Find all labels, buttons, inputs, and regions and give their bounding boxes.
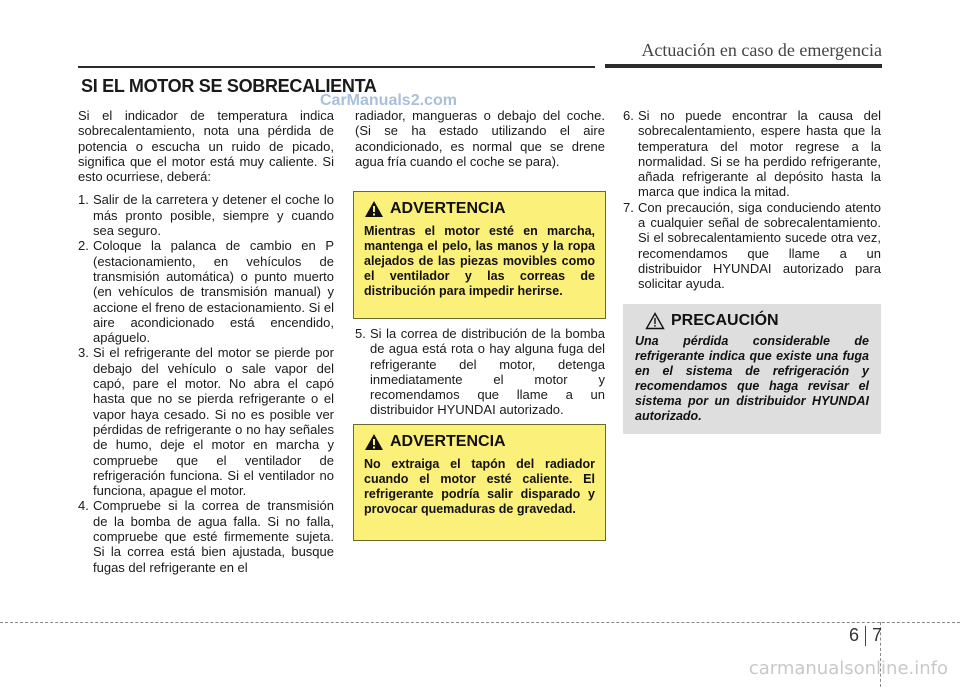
- steps-list-left: [78, 192, 334, 574]
- list-item: [78, 498, 334, 574]
- column-middle: [355, 108, 605, 177]
- step-text: Si el refrigerante del motor se pierde por debajo del vehículo o sale vapor del capó, pare el motor. No abra el capó hasta que no se pierda refrigerante o el vapor haya cesado. Si no es posible ver pérdidas de refrigerante o no hay señales de humo, deje el motor en marcha y compruebe que el ventilador de refrigeración funciona. Si el ventilador no funciona, apague el motor.: [93, 345, 334, 499]
- list-item: [78, 345, 334, 498]
- warning-box-radiator-cap: [353, 424, 606, 541]
- page-number: [849, 625, 882, 646]
- caution-triangle-icon: [645, 312, 665, 330]
- step-number: 4.: [78, 498, 89, 514]
- step-text: Si la correa de distribución de la bomba de agua está rota o hay alguna fuga del refrigerante del motor, detenga inmediatamente el motor y recomendamos que llame a un distribuidor HYUNDAI autorizado.: [370, 326, 605, 418]
- section-title: SI EL MOTOR SE SOBRECALIENTA: [81, 76, 377, 96]
- warning-body: Mientras el motor esté en marcha, mantenga el pelo, las manos y la ropa alejados de las piezas movibles como el ventilador y las correas de distribución para impedir herirse.: [364, 224, 595, 298]
- warning-title: ADVERTENCIA: [390, 433, 506, 450]
- step-number: 1.: [78, 192, 89, 208]
- list-item: [355, 326, 605, 418]
- warning-box-moving-parts: [353, 191, 606, 319]
- step-text: Compruebe si la correa de transmisión de la bomba de agua falla. Si no falla, compruebe que esté firmemente sujeta. Si la correa está bien ajustada, busque fugas del refrigerante en el: [93, 498, 334, 575]
- header-rule: [605, 64, 882, 68]
- warning-triangle-icon: [364, 433, 384, 451]
- list-item: [623, 200, 881, 292]
- warning-title: ADVERTENCIA: [390, 200, 506, 217]
- step-text: Si no puede encontrar la causa del sobrecalentamiento, espere hasta que la temperatura del motor regrese a la normalidad. Si se ha perdido refrigerante, añada refrigerante al depósito hasta la marca que indica la mitad.: [638, 108, 881, 200]
- step5-block: [355, 326, 605, 418]
- column-right: [623, 108, 881, 292]
- list-item: [78, 238, 334, 345]
- step-number: 3.: [78, 345, 89, 361]
- warning-body: No extraiga el tapón del radiador cuando el motor esté caliente. El refrigerante podría salir disparado y provocar quemaduras de gravedad.: [364, 457, 595, 516]
- watermark-top[interactable]: CarManuals2.com: [320, 92, 457, 109]
- step-number: 6.: [623, 108, 634, 123]
- page-number-page: 7: [871, 625, 882, 645]
- caution-title: PRECAUCIÓN: [671, 312, 779, 329]
- step-text: Coloque la palanca de cambio en P (estacionamiento, en vehículos de transmisión automática) o punto muerto (en vehículos de transmisión manual) y accione el freno de estacionamiento. Si el aire acondicionado está encendido, apáguelo.: [93, 238, 334, 346]
- caution-box: [623, 304, 881, 434]
- column-left: [78, 108, 334, 575]
- step4-continued: radiador, mangueras o debajo del coche. (Si se ha estado utilizando el aire acondicionado, es normal que se drene agua fría cuando el coche se para).: [355, 108, 605, 169]
- section-rule: [78, 66, 595, 68]
- footer-rule: [0, 622, 960, 623]
- step-text: Con precaución, siga conduciendo atento a cualquier señal de sobrecalentamiento. Si el sobrecalentamiento sucede otra vez, recomendamos que llame a un distribuidor HYUNDAI autorizado para solicitar ayuda.: [638, 199, 881, 292]
- step-number: 7.: [623, 199, 634, 215]
- watermark-bottom[interactable]: carmanualsonline.info: [748, 658, 948, 679]
- list-item: [78, 192, 334, 238]
- intro-paragraph: Si el indicador de temperatura indica sobrecalentamiento, nota una pérdida de potencia o escucha un ruido de picado, significa que el motor está muy caliente. Si esto ocurriese, deberá:: [78, 108, 334, 185]
- page-number-section: 6: [848, 625, 859, 645]
- warning-triangle-icon: [364, 200, 384, 218]
- step-text: Salir de la carretera y detener el coche lo más pronto posible, siempre y cuando sea seguro.: [93, 192, 334, 239]
- list-item: [623, 108, 881, 200]
- step-number: 2.: [78, 238, 89, 254]
- caution-body: Una pérdida considerable de refrigerante indica que existe una fuga en el sistema de refrigeración y recomendamos que haga revisar el sistema por un distribuidor HYUNDAI autorizado.: [635, 334, 869, 423]
- steps-list-right: [623, 108, 881, 292]
- step-number: 5.: [355, 326, 366, 341]
- header-title: Actuación en caso de emergencia: [641, 40, 882, 60]
